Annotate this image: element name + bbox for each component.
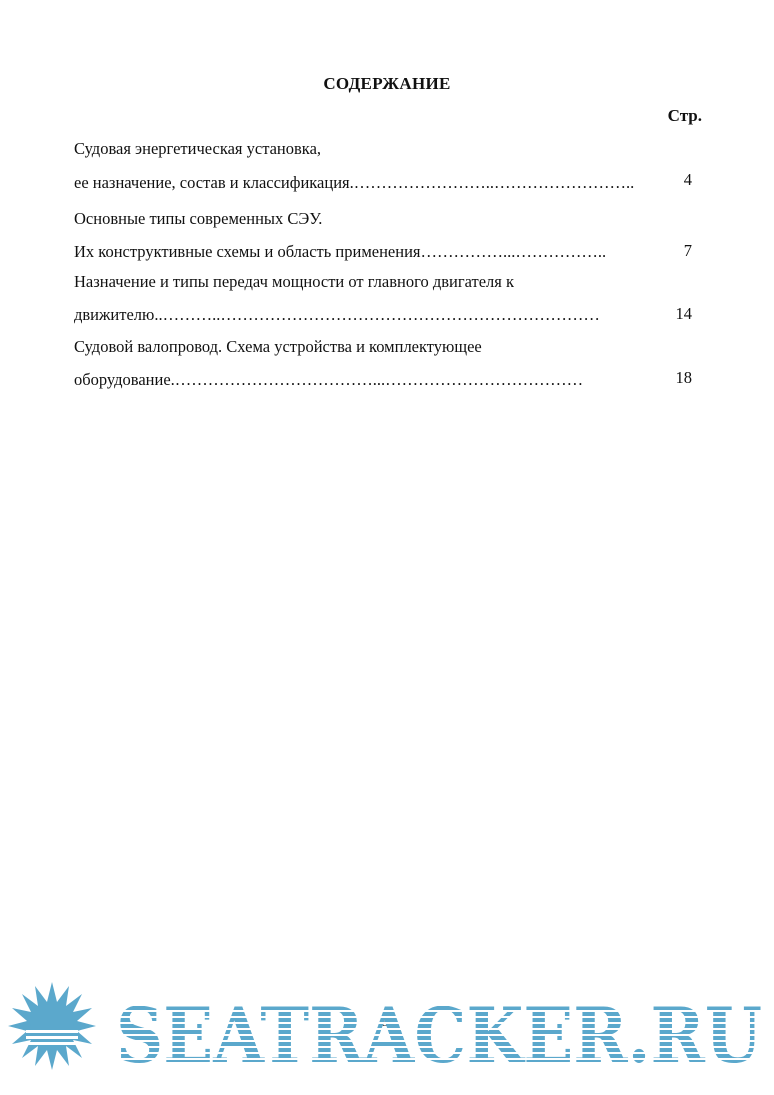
watermark-logo [6, 982, 770, 1074]
toc-entry-3-page: 14 [675, 304, 692, 323]
toc-title: СОДЕРЖАНИЕ [323, 74, 451, 93]
toc-entry-3-text: движителю [74, 305, 155, 324]
toc-entry-4-line2 [74, 370, 583, 390]
toc-entry-4-leader: .………………………………...……………………………… [170, 370, 584, 389]
toc-entry-2-line1: Основные типы современных СЭУ. [74, 209, 323, 228]
watermark-text: SEATRACKER.RU [116, 991, 762, 1074]
sun-emblem-icon [8, 982, 96, 1070]
toc-entry-4-line1: Судовой валопровод. Схема устройства и комплектующее [74, 337, 482, 356]
toc-entry-2-page: 7 [683, 241, 692, 260]
toc-entry-3-line1: Назначение и типы передач мощности от главного двигателя к [74, 272, 515, 291]
toc-entry-3-line2 [74, 305, 600, 325]
toc-entry-3-leader: ..………..…………………………………………………………… [154, 305, 600, 324]
toc-entry-4-page: 18 [675, 368, 692, 387]
toc-entry-2-line2 [74, 242, 606, 262]
toc-entry-1-page: 4 [683, 170, 692, 189]
toc-entry-1-leader: .……………………..…………………….. [349, 173, 635, 192]
page-column-label: Стр. [667, 106, 702, 125]
toc-entry-1-text: ее назначение, состав и классификация [74, 173, 350, 192]
page-number: 3 [382, 1015, 389, 1030]
toc-entry-1-line1: Судовая энергетическая установка, [74, 139, 322, 158]
toc-entry-2-text: Их конструктивные схемы и область применения [74, 242, 421, 261]
toc-entry-1-line2 [74, 173, 634, 193]
toc-entry-4-text: оборудование [74, 370, 171, 389]
toc-entry-2-leader: ……………...…………….. [420, 242, 607, 261]
